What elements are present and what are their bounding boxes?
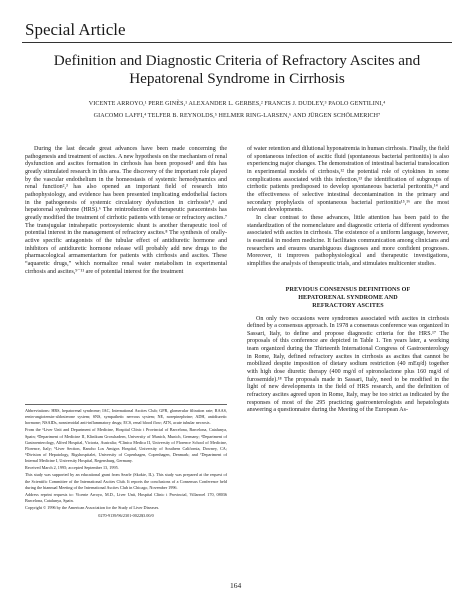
header-rule: [22, 42, 452, 43]
footnote-abbreviations: Abbreviations: HRS, hepatorenal syndrome; IAC, International Ascites Club; GFR, glomerular filtration rate; RAAS, renin-angiotensin-aldosterone system; SNS, sympathetic nervous system; NE, norepinephrine; ADH, antidiuretic hormone; NSAIDs, nonsteroidal anti-inflammatory drugs; ECS, renal blood flow; ATN, acute tubular necrosis.: [25, 408, 227, 426]
heading-line-3: REFRACTORY ASCITES: [312, 302, 384, 309]
body-paragraph-1: of water retention and dilutional hyponatremia in human cirrhosis. Finally, the field of spontaneous infection of ascitic fluid (spontaneous bacterial peritonitis) is also experiencing major changes. The demonstration of intestinal bacterial translocation in experimental models of cirrhosis,¹² the potential role of cytokines in some complications associated with this infection,¹³ the identification of subgroups of cirrhotic patients predisposed to develop spontaneous bacterial peritonitis,¹⁴ and the effectiveness of selective intestinal decontamination in the primary and secondary prophylaxis of spontaneous bacterial peritonitis¹⁵,¹⁶ are the most relevant developments.: [247, 146, 449, 214]
title-line-1: Definition and Diagnostic Criteria of Refractory Ascites and: [53, 52, 421, 69]
section-heading: [247, 286, 449, 310]
footnotes: [25, 408, 227, 520]
footnote-received: Received March 2, 1995; accepted September 13, 1995.: [25, 465, 119, 471]
right-column: [247, 146, 449, 415]
article-title: [30, 52, 444, 88]
intro-paragraph: During the last decade great advances have been made concerning the pathogenesis and treatment of ascites. A new hypothesis on the mechanism of renal dysfunction and ascites formation in cirrhosis has been proposed¹ and this has greatly stimulated research in this area. The discovery of the important role played by the vascular endothelium in the homeostasis of systemic hemodynamics and renal function²,³ has also opened an important field of research into pathophysiology, and evidence has been presented implicating endothelial factors in the pathogenesis of systemic circulatory dysfunction in cirrhosis⁴,⁵ and hepatorenal syndrome (HRS).⁶ The reintroduction of therapeutic paracentesis has greatly modified the treatment of cirrhotic patients with tense or refractory ascites.⁷ The transjugular intrahepatic portosystemic shunt is another therapeutic tool of potential interest in the management of refractory ascites.⁸ The synthesis of orally-active specific antagonists of the tubular effect of antidiuretic hormone and inhibitors of antidiuretic hormone release will probably add new drugs to the pharmacological armamentarium for patients with cirrhosis and ascites. These “aquaretic drugs,” which normalize renal water metabolism in experimental cirrhosis and ascites,⁹⁻¹¹ are of potential interest for the treatment: [25, 146, 227, 275]
body-paragraph-2: In clear contrast to these advances, little attention has been paid to the standardization of the nomenclature and diagnostic criteria of different syndromes associated with ascites in cirrhosis. The existence of a uniform language, however, is essential in modern medicine. It facilitates communication among clinicians and researchers and ensures unambiguous diagnoses and more confident prognoses. Moreover, it improves pathophysiological and therapeutic investigations, simplifies the analysis of therapeutic trials, and stimulates multicenter studies.: [247, 214, 449, 267]
footnote-reprints: Address reprint requests to: Vicente Arroyo, M.D., Liver Unit, Hospital Clínic i Provincial, Villarroel 170, 08036 Barcelona, Catalunya, Spain.: [25, 491, 227, 504]
body-paragraph-3: On only two occasions were syndromes associated with ascites in cirrhosis defined by a consensus approach. In 1978 a consensus conference was organized in Sassari, Italy, to define and propose diagnostic criteria for the HRS.¹⁷ The proposals of this conference are depicted in Table 1. Ten years later, a working team organized during the Thirteenth International Congress of Gastroenterology in Rome, Italy, defined refractory ascites in cirrhosis as ascites that cannot be mobilized despite imposition of dietary sodium restriction (40 mEq/d) together with high dose diuretic therapy (400 mg/d of spironolactone plus 160 mg/d of furosemide).¹⁸ The proposals made in Sassari, Italy, need to be modified in the light of new developments in the field of HRS research, and the definition of refractory ascites agreed upon in Rome, Italy, may be too strict as indicated by the responses of most of the 295 practicing gastroenterologists and hepatologists answering a questionnaire during the Meeting of the European As-: [247, 315, 449, 414]
page-number: 164: [230, 581, 242, 590]
section-label: Special Article: [25, 20, 126, 39]
authors-line-1: VICENTE ARROYO,¹ PERE GINÈS,¹ ALEXANDER L. GERBES,² FRANCIS J. DUDLEY,³ PAOLO GENTILINI,⁴: [88, 101, 386, 107]
authors-line-2: GIACOMO LAFFI,⁴ TELFER B. REYNOLDS,⁵ HELMER RING-LARSEN,⁶ AND JÜRGEN SCHÖLMERICH⁷: [93, 113, 381, 119]
footnote-copyright: Copyright © 1996 by the American Association for the Study of Liver Diseases.: [25, 505, 160, 511]
footnote-affiliations: From the ¹Liver Unit and Department of Medicine, Hospital Clínic i Provincial of Barcelona, Barcelona, Catalunya, Spain; ²Department of Medicine II, Klinikum Grosshadern, University of Munich, Munich, Germany; ³Department of Gastroenterology, Alfred Hospital, Victoria, Australia; ⁴Clinica Medica II, University of Florence School of Medicine, Florence, Italy; ⁵Liver Section, Rancho Los Amigos Hospital, University of Southern California, Downey, CA; ⁶Division of Hepatology, Rigshospitalet, University of Copenhagen, Copenhagen, Denmark; and ⁷Department of Internal Medicine I, University Hospital, Regensburg, Germany.: [25, 427, 227, 464]
footnote-rule: [25, 404, 227, 405]
heading-line-1: PREVIOUS CONSENSUS DEFINITIONS OF: [285, 286, 411, 293]
author-list: [25, 98, 449, 122]
title-line-2: Hepatorenal Syndrome in Cirrhosis: [129, 70, 345, 87]
footnote-code: 0270-9139/96/2301-0022$3.00/0: [98, 513, 154, 519]
footnote-support: This study was supported by an educational grant from Searle (Skokie, IL). This study was prepared at the request of the Scientific Committee of the International Ascites Club. It reports the conclusions of a Consensus Conference held during the biannual Meeting of the International Ascites Club in Chicago, November 1996.: [25, 472, 227, 490]
heading-line-2: HEPATORENAL SYNDROME AND: [298, 294, 398, 301]
left-column: [25, 146, 227, 276]
